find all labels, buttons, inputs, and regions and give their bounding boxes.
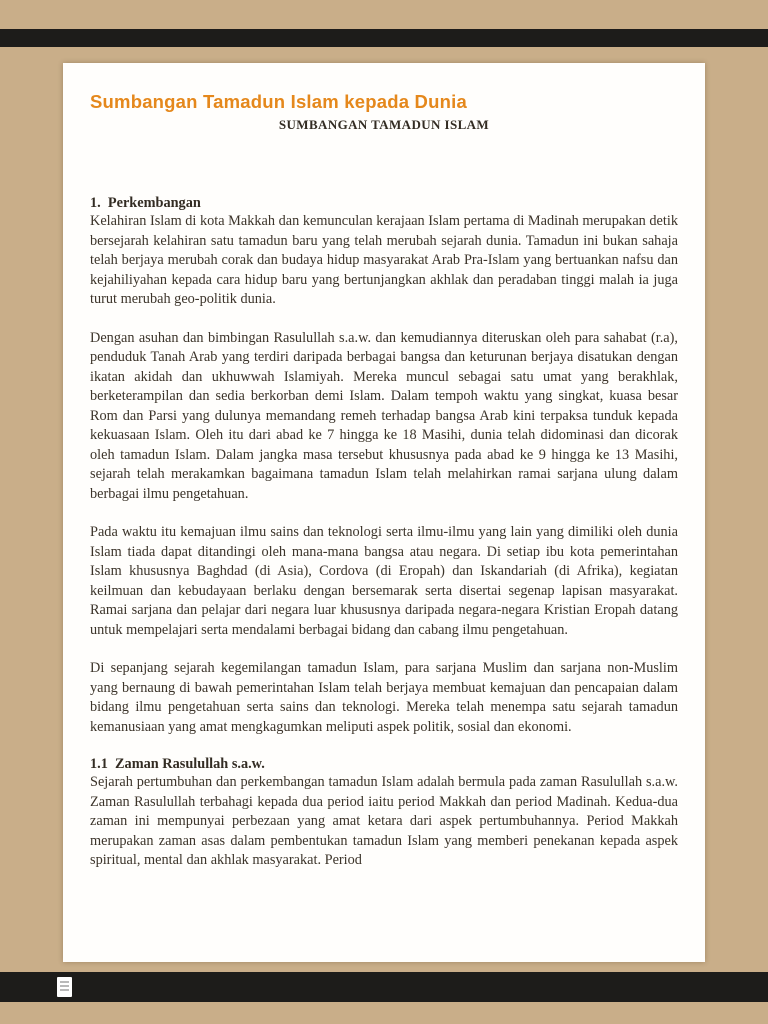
section-heading-zaman-rasulullah: 1.1 Zaman Rasulullah s.a.w. bbox=[90, 756, 265, 772]
paragraph-1: Kelahiran Islam di kota Makkah dan kemunculan kerajaan Islam pertama di Madinah merupakan detik bersejarah kelahiran satu tamadun baru yang telah merubah sejarah dunia. Tamadun ini bukan sahaja telah berjaya merubah corak dan budaya hidup masyarakat Arab Pra-Islam yang bertuankan nafsu dan kejahiliyahan kepada cara hidup baru yang bertunjangkan akhlak dan peradaban tinggi malah ia juga turut merubah geo-politik dunia. bbox=[90, 213, 678, 307]
paragraph-2: Dengan asuhan dan bimbingan Rasulullah s.a.w. dan kemudiannya diteruskan oleh para sahabat (r.a), penduduk Tanah Arab yang terdiri daripada berbagai bangsa dan keturunan berjaya disatukan dengan ikatan akidah dan ukhuwwah Islamiyah. Mereka muncul sebagai satu umat yang berakhlak, berketerampilan dan sedia berkorban demi Islam. Dalam tempoh waktu yang singkat, kuasa besar Rom dan Parsi yang dulunya memandang remeh terhadap bangsa Arab kini terpaksa tunduk kepada kekuasaan Islam. Oleh itu dari abad ke 7 hingga ke 18 Masihi, dunia telah didominasi dan dicorak oleh tamadun Islam. Dalam jangka masa tersebut khususnya pada abad ke 9 hingga ke 13 Masihi, sejarah telah merakamkan bagaimana tamadun Islam telah melahirkan ramai sarjana ulung dalam berbagai ilmu pengetahuan. bbox=[90, 329, 678, 502]
viewer-top-bar bbox=[0, 29, 768, 47]
paragraph-3: Pada waktu itu kemajuan ilmu sains dan teknologi serta ilmu-ilmu yang lain yang dimiliki oleh dunia Islam tiada dapat ditandingi oleh mana-mana bangsa atau negara. Di setiap ibu kota pemerintahan Islam khususnya Baghdad (di Asia), Cordova (di Eropah) dan Iskandariah (di Afrika), kegiatan keilmuan dan kebudayaan berlaku dengan bersemarak serta disertai segenap lapisan masyarakat. Ramai sarjana dan pelajar dari negara luar khususnya daripada negara-negara Kristian Eropah datang untuk mempelajari serta mendalami berbagai bidang dan cabang ilmu pengetahuan. bbox=[90, 524, 678, 638]
document-page bbox=[63, 63, 705, 962]
document-title: Sumbangan Tamadun Islam kepada Dunia bbox=[90, 91, 467, 112]
document-subtitle: SUMBANGAN TAMADUN ISLAM bbox=[278, 117, 490, 132]
paragraph-4: Di sepanjang sejarah kegemilangan tamadun Islam, para sarjana Muslim dan sarjana non-Muslim yang bernaung di bawah pemerintahan Islam telah berjaya membuat kemajuan dan pencapaian dalam bidang ilmu pengetahuan serta sains dan teknologi. Mereka telah menempa satu sejarah tamadun kemanusiaan yang amat mengkagumkan meliputi aspek politik, sosial dan ekonomi. bbox=[90, 660, 678, 735]
section-heading-perkembangan: 1. Perkembangan bbox=[90, 195, 201, 211]
page-thumbnail-icon[interactable] bbox=[57, 977, 72, 997]
paragraph-5: Sejarah pertumbuhan dan perkembangan tamadun Islam adalah bermula pada zaman Rasulullah s.a.w. Zaman Rasulullah terbahagi kepada dua period iaitu period Makkah dan period Madinah. Kedua-dua zaman ini mempunyai perbezaan yang amat ketara dari aspek pertumbuhannya. Period Makkah merupakan zaman asas dalam pembentukan tamadun Islam yang memberi penekanan kepada aspek spiritual, mental dan akhlak masyarakat. Period bbox=[90, 774, 678, 868]
viewer-bottom-bar bbox=[0, 972, 768, 1002]
